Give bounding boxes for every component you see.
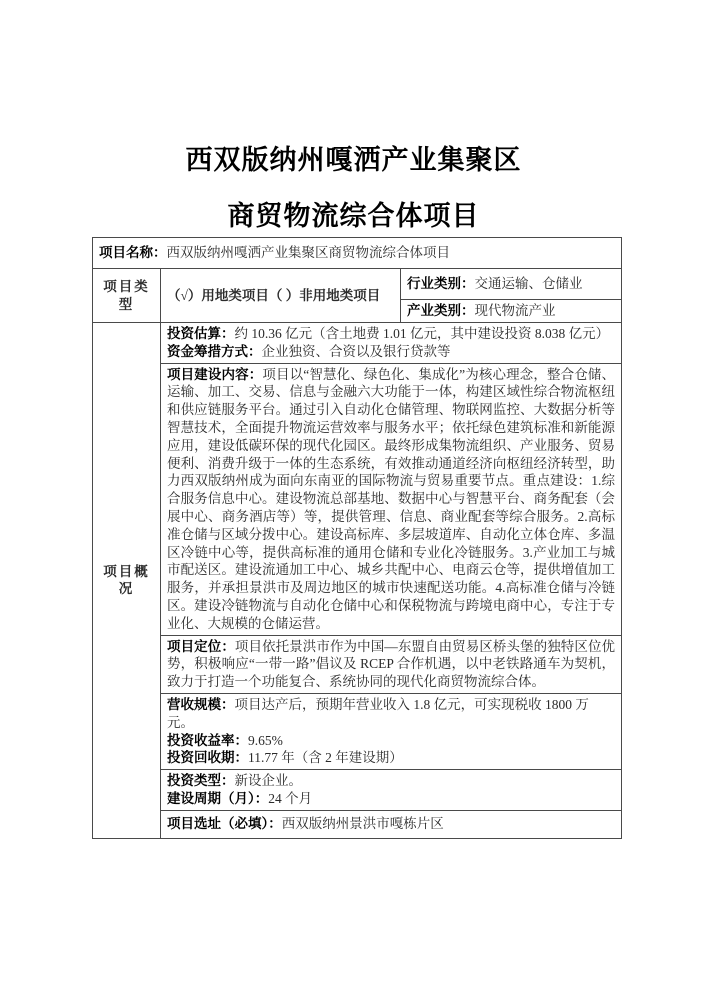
positioning-label: 项目定位： <box>167 638 235 654</box>
sector-category-cell <box>401 300 622 323</box>
project-name-label: 项目名称： <box>99 245 167 261</box>
return-rate-line <box>167 732 615 750</box>
overview-row-site <box>93 810 622 838</box>
construction-content-cell <box>161 363 622 635</box>
project-name-row <box>93 238 622 269</box>
payback-period-label: 投资回收期： <box>167 750 248 766</box>
investment-type-label: 投资类型： <box>167 773 235 789</box>
investment-type-line <box>167 772 615 790</box>
overview-row-type-period <box>93 770 622 811</box>
overview-row-investment <box>93 323 622 364</box>
project-type-label-cell: 项目类型 <box>93 269 161 323</box>
investment-estimate-line <box>167 325 615 343</box>
sector-category-value: 现代物流产业 <box>474 303 556 319</box>
construction-period-line <box>167 790 615 808</box>
construction-content-value: 项目以“智慧化、绿色化、集成化”为核心理念，整合仓储、运输、加工、交易、信息与金融六大功能于一体，构建区域性综合物流枢纽和供应链服务平台。通过引入自动化仓储管理、物联网监控、大数据分析等智慧技术，全面提升物流运营效率与服务水平；依托绿色建筑标准和新能源应用，建设低碳环保的现代化园区。最终形成集物流组织、产业服务、贸易便利、消费升级于一体的生态系统，有效推动通道经济向枢纽经济转型，助力西双版纳州成为面向东南亚的国际物流与贸易重要节点。重点建设：1.综合服务信息中心。建设物流总部基地、数据中心与智慧平台、商务配套（会展中心、商务酒店等）等，提供管理、信息、商业配套等综合服务。2.高标准仓储与区域分拨中心。建设高标库、多层坡道库、自动化立体仓库、多温区冷链中心等，提供高标准的通用仓储和专业化冷链服务。3.产业加工与城市配送区。建设流通加工中心、城乡共配中心、电商云仓等，提供增值加工服务，并承担景洪市及周边地区的城市快速配送功能。4.高标准仓储与冷链区。建设冷链物流与自动化仓储中心和保税物流与跨境电商中心，专注于专业化、大规模的仓储运营。 <box>167 366 616 631</box>
overview-row-content <box>93 363 622 635</box>
overview-row-positioning <box>93 635 622 693</box>
sector-category-label: 产业类别： <box>407 303 475 319</box>
return-rate-value: 9.65% <box>248 732 283 748</box>
project-info-table <box>92 237 622 839</box>
investment-type-value: 新设企业。 <box>234 773 302 789</box>
industry-category-value: 交通运输、仓储业 <box>474 276 583 292</box>
funding-method-line <box>167 343 615 361</box>
overview-label-cell: 项目概况 <box>93 323 161 839</box>
industry-category-label: 行业类别： <box>407 276 475 292</box>
positioning-value: 项目依托景洪市作为中国—东盟自由贸易区桥头堡的独特区位优势，积极响应“一带一路”倡议及 RCEP 合作机遇，以中老铁路通车为契机，致力于打造一个功能复合、系统协同的现代化商贸物流综合体。 <box>167 638 616 690</box>
site-selection-label: 项目选址（必填）： <box>167 816 282 832</box>
project-type-row <box>93 269 622 300</box>
type-period-cell <box>161 770 622 811</box>
industry-category-cell <box>401 269 622 300</box>
construction-content-label: 项目建设内容： <box>167 366 263 382</box>
site-selection-value: 西双版纳州景洪市嘎栋片区 <box>281 816 444 832</box>
site-selection-cell <box>161 810 622 838</box>
positioning-cell <box>161 635 622 693</box>
investment-funding-cell <box>161 323 622 364</box>
financials-cell <box>161 693 622 769</box>
overview-row-financials <box>93 693 622 769</box>
document-title-line-2: 商贸物流综合体项目 <box>227 201 480 231</box>
project-type-options-cell: （√）用地类项目（ ）非用地类项目 <box>161 269 401 323</box>
revenue-scale-value: 项目达产后，预期年营业收入 1.8 亿元，可实现税收 1800 万元。 <box>167 696 589 730</box>
return-rate-label: 投资收益率： <box>167 732 248 748</box>
investment-estimate-label: 投资估算： <box>167 326 235 341</box>
revenue-scale-label: 营收规模： <box>167 696 235 712</box>
project-name-value: 西双版纳州嘎洒产业集聚区商贸物流综合体项目 <box>166 245 450 261</box>
investment-estimate-value: 约 10.36 亿元（含土地费 1.01 亿元，其中建设投资 8.038 亿元） <box>234 326 610 341</box>
revenue-scale-line <box>167 696 615 732</box>
construction-period-value: 24 个月 <box>268 790 313 806</box>
funding-method-value: 企业独资、合资以及银行贷款等 <box>261 343 451 359</box>
construction-period-label: 建设周期（月）： <box>167 790 269 806</box>
document-title-line-1: 西双版纳州嘎洒产业集聚区 <box>185 145 522 175</box>
payback-period-line <box>167 749 615 767</box>
funding-method-label: 资金筹措方式： <box>167 343 262 359</box>
project-name-cell <box>93 238 622 269</box>
payback-period-value: 11.77 年（含 2 年建设期） <box>248 750 403 766</box>
